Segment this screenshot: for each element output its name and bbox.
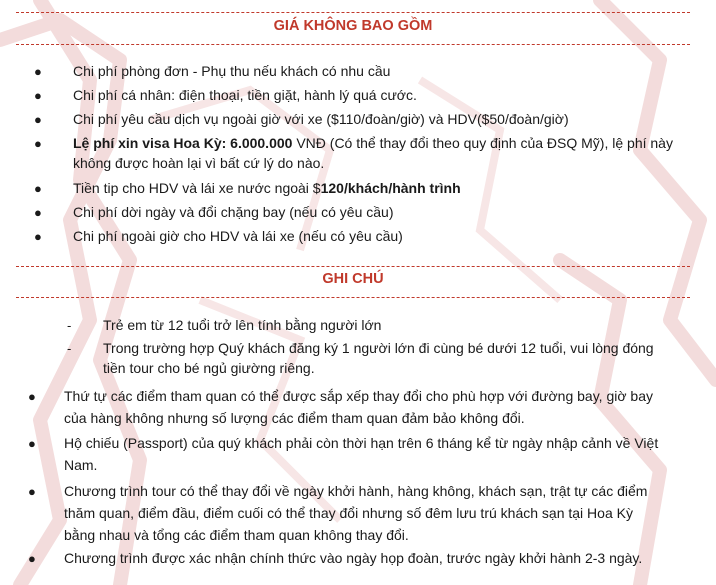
bullet-icon: ●: [34, 136, 42, 151]
list-item-text: Hộ chiếu (Passport) của quý khách phải còn thời hạn trên 6 tháng kể từ ngày nhập cảnh về Việt: [64, 435, 659, 451]
bullet-icon: ●: [34, 205, 42, 220]
list-item-text: Trẻ em từ 12 tuổi trở lên tính bằng người lớn: [103, 317, 382, 333]
list-item-text: Nam.: [64, 457, 98, 473]
list-item-text: Chi phí dời ngày và đổi chặng bay (nếu có yêu cầu): [73, 204, 394, 220]
bullet-icon: ●: [28, 389, 36, 404]
list-item-text: thăm quan, điểm đầu, điểm cuối có thể thay đổi nhưng số đêm lưu trú khách sạn tại Hoa Kỳ: [64, 505, 633, 521]
list-item-text: [73, 178, 461, 198]
bullet-icon: ●: [34, 112, 42, 127]
dash-icon: -: [67, 318, 72, 333]
tip-prefix: Tiền tip cho HDV và lái xe nước ngoài $: [73, 180, 321, 196]
list-item-text: không được hoàn lại vì bất cứ lý do nào.: [73, 155, 325, 171]
list-item-text: Chi phí cá nhân: điện thoại, tiền giặt, hành lý quá cước.: [73, 87, 417, 103]
list-item-text: Chương trình được xác nhận chính thức vào ngày họp đoàn, trước ngày khởi hành 2-3 ngày.: [64, 550, 643, 566]
list-item-text: Chi phí yêu cầu dịch vụ ngoài giờ với xe ($110/đoàn/giờ) và HDV($50/đoàn/giờ): [73, 111, 569, 127]
visa-fee-rest: VNĐ (Có thể thay đổi theo quy định của ĐSQ Mỹ), lệ phí này: [292, 135, 673, 151]
list-item-text: [73, 133, 673, 153]
bullet-icon: ●: [34, 181, 42, 196]
bullet-icon: ●: [34, 64, 42, 79]
list-item-text: tiền tour cho bé ngủ giường riêng.: [103, 360, 315, 376]
list-item-text: của hàng không nhưng số lượng các điểm tham quan đảm bảo không đổi.: [64, 410, 525, 426]
divider: [16, 12, 690, 13]
tip-amount: 120/khách/hành trình: [320, 180, 461, 196]
bullet-icon: ●: [28, 551, 36, 566]
section-excluded-title: GIÁ KHÔNG BAO GỒM: [273, 18, 433, 34]
section-notes-title: GHI CHÚ: [322, 271, 384, 287]
list-item-text: Chi phí ngoài giờ cho HDV và lái xe (nếu có yêu cầu): [73, 228, 403, 244]
divider: [16, 44, 690, 45]
bullet-icon: ●: [34, 88, 42, 103]
divider: [16, 297, 690, 298]
list-item-text: bằng nhau và tổng các điểm tham quan không thay đổi.: [64, 527, 409, 543]
list-item-text: Trong trường hợp Quý khách đăng ký 1 người lớn đi cùng bé dưới 12 tuổi, vui lòng đóng: [103, 340, 654, 356]
list-item-text: Chương trình tour có thể thay đổi về ngày khởi hành, hàng không, khách sạn, trật tự các điểm: [64, 483, 648, 499]
dash-icon: -: [67, 341, 72, 356]
bullet-icon: ●: [28, 484, 36, 499]
bullet-icon: ●: [28, 436, 36, 451]
visa-fee-label: Lệ phí xin visa Hoa Kỳ: 6.000.000: [73, 135, 293, 151]
list-item-text: Thứ tự các điểm tham quan có thể được sắp xếp thay đổi cho phù hợp với đường bay, giờ bay: [64, 388, 653, 404]
bullet-icon: ●: [34, 229, 42, 244]
divider: [16, 266, 690, 267]
list-item-text: Chi phí phòng đơn - Phụ thu nếu khách có nhu cầu: [73, 63, 391, 79]
